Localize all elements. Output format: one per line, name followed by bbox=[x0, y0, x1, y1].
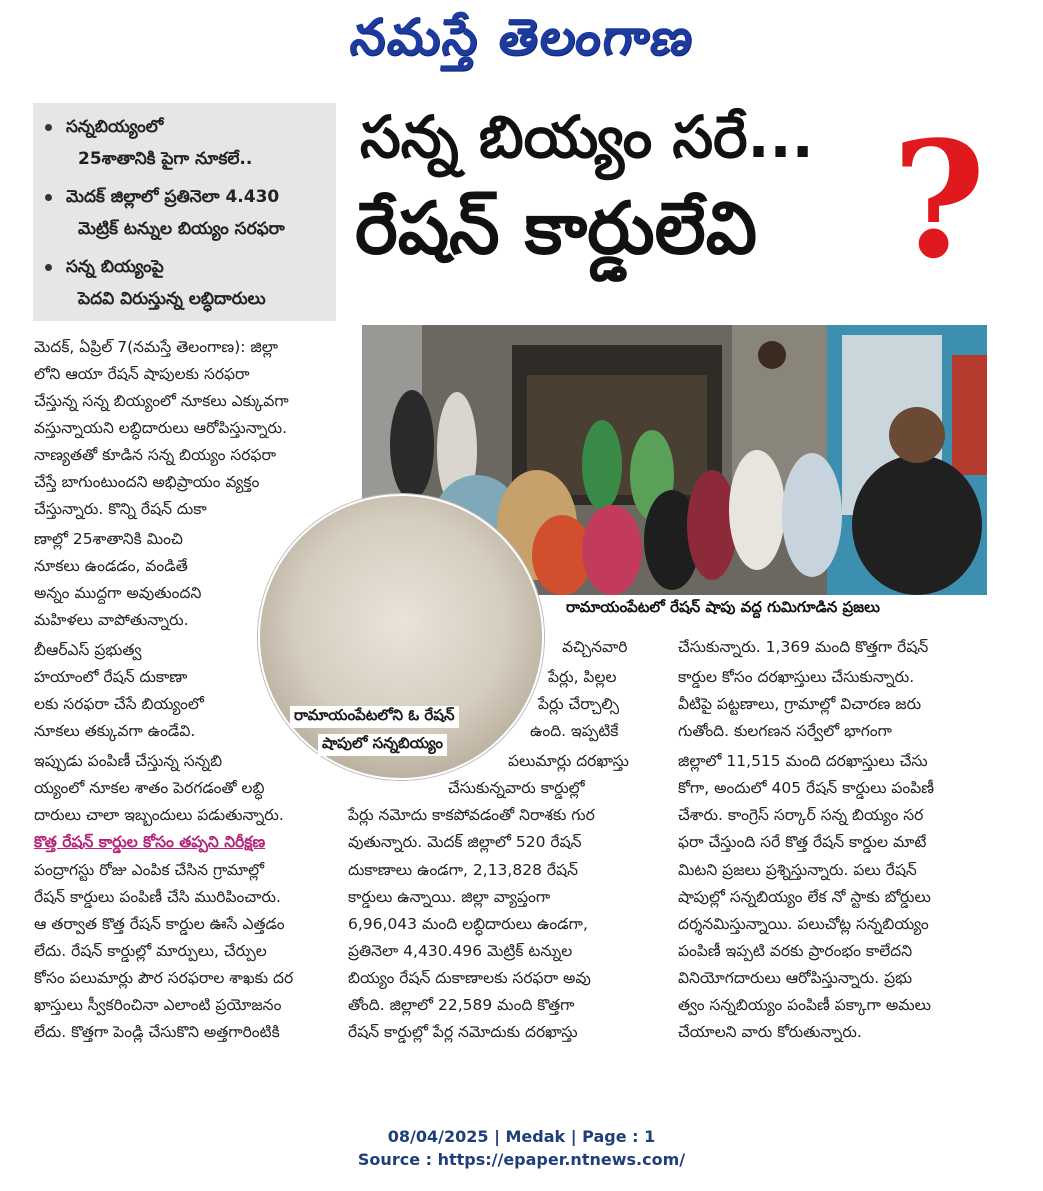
highlight-item bbox=[45, 251, 164, 284]
article-line: కోగా, అందులో 405 రేషన్ కార్డులు పంపిణీ bbox=[678, 779, 935, 797]
highlight-text: సన్నబియ్యంలో bbox=[66, 117, 164, 137]
article-line: ఆ తర్వాత కొత్త రేషన్ కార్డుల ఊసే ఎత్తడం bbox=[34, 915, 285, 933]
article-line: రేషన్ కార్డుల్లో పేర్ల నమోదుకు దరఖాస్తు bbox=[348, 1023, 578, 1041]
article-line: కోసం పలుమార్లు పౌర సరఫరాల శాఖకు దర bbox=[34, 969, 294, 987]
article-line: వస్తున్నాయని లబ్ధిదారులు ఆరోపిస్తున్నారు. bbox=[34, 419, 288, 437]
edition-info: 08/04/2025 | Medak | Page : 1 bbox=[387, 1127, 656, 1146]
highlights-box bbox=[33, 103, 336, 321]
article-line: మెదక్, ఏప్రిల్ 7(నమస్తే తెలంగాణ): జిల్లా bbox=[34, 338, 278, 356]
question-mark-graphic: ? bbox=[892, 106, 986, 294]
article-line: మహిళలు వాపోతున్నారు. bbox=[34, 611, 189, 629]
article-line: తోంది. జిల్లాలో 22,589 మంది కొత్తగా bbox=[348, 996, 575, 1014]
article-line: త్వం సన్నబియ్యం పంపిణీ పక్కాగా అమలు bbox=[678, 996, 931, 1014]
highlight-text: సన్న బియ్యంపై bbox=[66, 257, 164, 277]
article-line: య్యంలో నూకల శాతం పెరగడంతో లబ్ధి bbox=[34, 779, 265, 797]
article-line: వినియోగదారులు ఆరోపిస్తున్నారు. ప్రభు bbox=[678, 969, 913, 987]
article-line: కార్డుల కోసం దరఖాస్తులు చేసుకున్నారు. bbox=[678, 668, 915, 686]
article-line: షాపుల్లో సన్నబియ్యం లేక నో స్టాకు బోర్డులు bbox=[678, 888, 931, 906]
article-line: ఖాస్తులు స్వీకరించినా ఎలాంటి ప్రయోజనం bbox=[34, 996, 282, 1014]
bullet-icon bbox=[45, 124, 52, 131]
article-line: నూకలు ఉండడం, వండితే bbox=[34, 557, 188, 575]
article-line: లకు సరఫరా చేసే బియ్యంలో bbox=[34, 695, 204, 713]
article-line: ఫరా చేస్తుంది సరే కొత్త రేషన్ కార్డుల మాటే bbox=[678, 833, 927, 851]
newspaper-title: నమస్తే తెలంగాణ bbox=[346, 8, 699, 66]
article-line: వీటిపై పట్టణాలు, గ్రామాల్లో విచారణ జరు bbox=[678, 695, 922, 713]
highlight-item bbox=[45, 181, 279, 214]
masthead bbox=[0, 0, 1043, 90]
article-line: చేసుకున్నవారు కార్డుల్లో bbox=[448, 779, 585, 797]
article-line: చేస్తున్నారు. కొన్ని రేషన్ దుకా bbox=[34, 500, 207, 518]
article-line: చేస్తున్న సన్న బియ్యంలో నూకలు ఎక్కువగా bbox=[34, 392, 289, 410]
article-line: కార్డులు ఉన్నాయి. జిల్లా వ్యాప్తంగా bbox=[348, 888, 551, 906]
article-line: చేస్తే బాగుంటుందని అభిప్రాయం వ్యక్తం bbox=[34, 473, 260, 491]
article-line: పేర్లు, పిల్లల bbox=[548, 668, 617, 686]
article-line: ప్రతినెలా 4,430.496 మెట్రిక్ టన్నుల bbox=[348, 942, 573, 960]
article-line: దుకాణాలు ఉండగా, 2,13,828 రేషన్ bbox=[348, 861, 578, 879]
article-line: చేయాలని వారు కోరుతున్నారు. bbox=[678, 1023, 862, 1041]
source-link[interactable]: Source : https://epaper.ntnews.com/ bbox=[357, 1150, 686, 1169]
article-line: మిటని ప్రజలు ప్రశ్నిస్తున్నారు. పలు రేషన్ bbox=[678, 861, 917, 879]
photo-caption: రామాయంపేటలో రేషన్ షాపు వద్ద గుమిగూడిన ప్రజలు bbox=[566, 598, 880, 616]
highlight-text: 25శాతానికి పైగా నూకలే.. bbox=[78, 149, 253, 169]
article-line: పేర్లు చేర్చాల్సి bbox=[538, 695, 620, 713]
highlight-text: పెదవి విరుస్తున్న లబ్ధిదారులు bbox=[78, 289, 266, 309]
bullet-icon bbox=[45, 194, 52, 201]
article-line: 6,96,043 మంది లబ్ధిదారులు ఉండగా, bbox=[348, 915, 588, 933]
article-line: వుతున్నారు. మెదక్ జిల్లాలో 520 రేషన్ bbox=[348, 833, 582, 851]
article-line: రేషన్ కార్డులు పంపిణీ చేసి మురిపించారు. bbox=[34, 888, 281, 906]
article-line: బీఆర్ఎస్ ప్రభుత్వ bbox=[34, 641, 142, 659]
article-line: జిల్లాలో 11,515 మంది దరఖాస్తులు చేసు bbox=[678, 752, 928, 770]
article-line: ణాల్లో 25శాతానికి మించి bbox=[34, 530, 183, 548]
highlight-item bbox=[45, 111, 163, 144]
article-line: దారులు చాలా ఇబ్బందులు పడుతున్నారు. bbox=[34, 806, 284, 824]
article-line: ఇప్పుడు పంపిణీ చేస్తున్న సన్నబి bbox=[34, 752, 223, 770]
article-line: లేదు. కొత్తగా పెండ్లి చేసుకొని అత్తగారింటికి bbox=[34, 1023, 280, 1041]
article-line: హయాంలో రేషన్ దుకాణా bbox=[34, 668, 188, 686]
article-line: లేదు. రేషన్ కార్డుల్లో మార్పులు, చేర్పుల bbox=[34, 942, 267, 960]
bullet-icon bbox=[45, 264, 52, 271]
article-line: పంపిణీ ఇప్పటి వరకు ప్రారంభం కాలేదని bbox=[678, 942, 913, 960]
article-line: చేశారు. కాంగ్రెస్ సర్కార్ సన్న బియ్యం సర bbox=[678, 806, 924, 824]
article-line: నూకలు తక్కువగా ఉండేవి. bbox=[34, 722, 196, 740]
article-line: వచ్చినవారి bbox=[562, 638, 628, 656]
article-line: పేర్లు నమోదు కాకపోవడంతో నిరాశకు గుర bbox=[348, 806, 595, 824]
inset-caption-line-1: రామాయంపేటలోని ఓ రేషన్ bbox=[290, 706, 459, 728]
highlight-item-cont bbox=[78, 213, 285, 246]
inset-caption-line-2: షాపులో సన్నబియ్యం bbox=[318, 734, 447, 756]
headline-line-1: సన్న బియ్యం సరే... bbox=[360, 103, 814, 171]
highlight-item-cont bbox=[78, 143, 252, 176]
article-line: గుతోంది. కులగణన సర్వేలో భాగంగా bbox=[678, 722, 892, 740]
article-line: బియ్యం రేషన్ దుకాణాలకు సరఫరా అవు bbox=[348, 969, 591, 987]
highlight-item-cont bbox=[78, 283, 266, 316]
section-subheading: కొత్త రేషన్ కార్డుల కోసం తప్పని నిరీక్షణ bbox=[34, 833, 266, 851]
article-line: పలుమార్లు దరఖాస్తు bbox=[508, 752, 629, 770]
article-line: పంద్రాగస్టు రోజు ఎంపిక చేసిన గ్రామాల్లో bbox=[34, 861, 265, 879]
article-line: దర్శనమిస్తున్నాయి. పలుచోట్ల సన్నబియ్యం bbox=[678, 915, 929, 933]
article-line: ఉంది. ఇప్పటికే bbox=[530, 722, 619, 740]
article-line: లోని ఆయా రేషన్ షాపులకు సరఫరా bbox=[34, 365, 250, 383]
article-line: అన్నం ముద్దగా అవుతుందని bbox=[34, 584, 202, 602]
article-line: నాణ్యతతో కూడిన సన్న బియ్యం సరఫరా bbox=[34, 446, 277, 464]
headline-line-2: రేషన్ కార్డులేవి bbox=[355, 186, 757, 270]
highlight-text: మెట్రిక్ టన్నుల బియ్యం సరఫరా bbox=[78, 219, 285, 239]
highlight-text: మెదక్ జిల్లాలో ప్రతినెలా 4.430 bbox=[66, 187, 280, 207]
article-line: చేసుకున్నారు. 1,369 మంది కొత్తగా రేషన్ bbox=[678, 638, 929, 656]
